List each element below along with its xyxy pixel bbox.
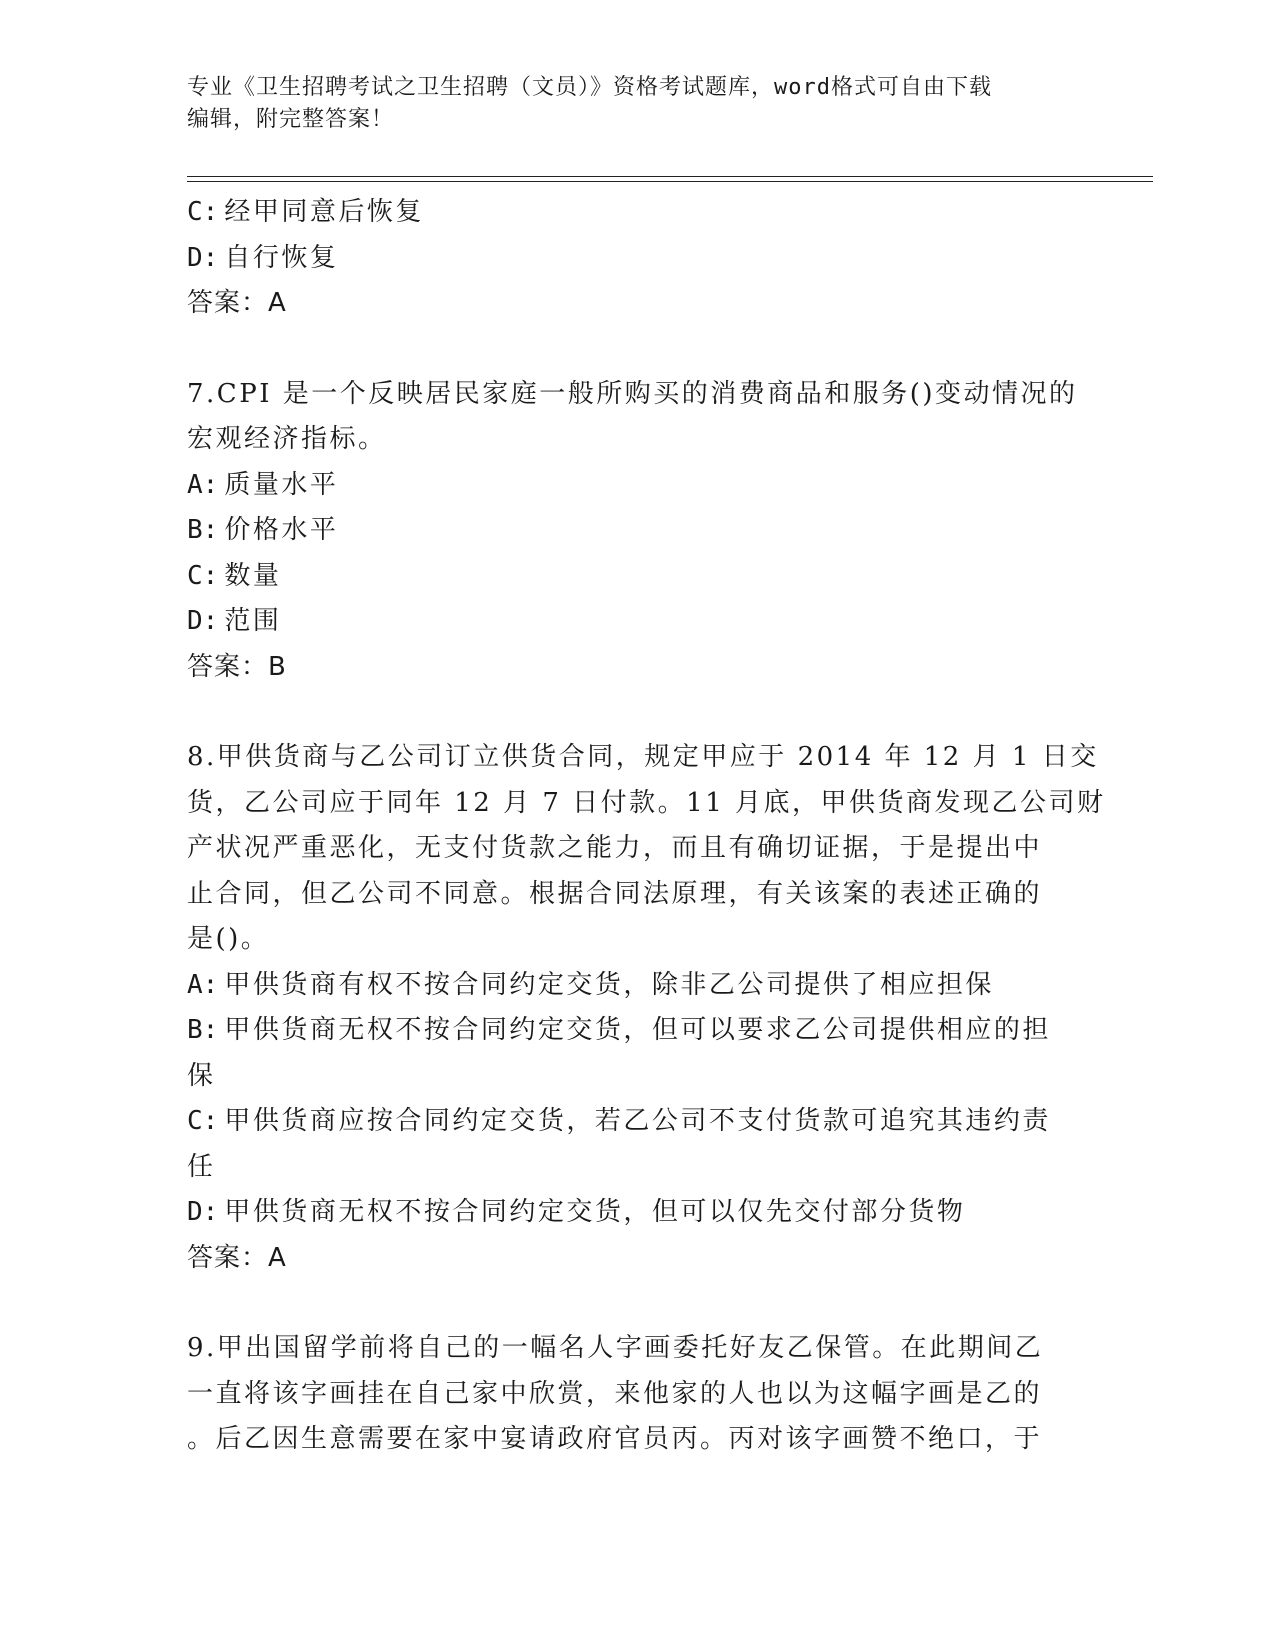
question-7 bbox=[187, 372, 1087, 691]
question-text-line: 是()。 bbox=[187, 924, 270, 954]
question-text-line: 货，乙公司应于同年 12 月 7 日付款。11 月底，甲供货商发现乙公司财 bbox=[187, 787, 1106, 818]
header-divider-top bbox=[187, 176, 1153, 177]
option-c: C: 经甲同意后恢复 bbox=[187, 197, 424, 227]
question-text-line: 产状况严重恶化，无支付货款之能力，而且有确切证据，于是提出中 bbox=[187, 833, 1043, 863]
answer-line: 答案：B bbox=[187, 651, 287, 682]
answer-line: 答案：A bbox=[187, 1242, 287, 1273]
option-b: B: 价格水平 bbox=[187, 515, 339, 545]
option-b: B: 甲供货商无权不按合同约定交货，但可以要求乙公司提供相应的担 bbox=[187, 1015, 1051, 1045]
header-divider-bottom bbox=[187, 181, 1153, 182]
option-d: D: 甲供货商无权不按合同约定交货，但可以仅先交付部分货物 bbox=[187, 1197, 966, 1227]
option-a: A: 质量水平 bbox=[187, 469, 339, 500]
answer-line: 答案：A bbox=[187, 288, 287, 318]
question-9 bbox=[187, 1326, 1087, 1463]
option-a: A: 甲供货商有权不按合同约定交货，除非乙公司提供了相应担保 bbox=[187, 969, 994, 1000]
option-b-continuation: 保 bbox=[187, 1060, 216, 1091]
header-line-2: 编辑，附完整答案！ bbox=[187, 107, 395, 132]
question-text-line: 。后乙因生意需要在家中宴请政府官员丙。丙对该字画赞不绝口，于 bbox=[187, 1424, 1043, 1454]
question-text-line: 9.甲出国留学前将自己的一幅名人字画委托好友乙保管。在此期间乙 bbox=[187, 1333, 1044, 1363]
question-6-tail bbox=[187, 190, 1087, 327]
option-d: D: 范围 bbox=[187, 606, 282, 636]
question-text-line: 一直将该字画挂在自己家中欣赏，来他家的人也以为这幅字画是乙的 bbox=[187, 1378, 1043, 1409]
question-text-line: 8.甲供货商与乙公司订立供货合同，规定甲应于 2014 年 12 月 1 日交 bbox=[187, 742, 1099, 772]
question-text-line: 7.CPI 是一个反映居民家庭一般所购买的消费商品和服务()变动情况的 bbox=[187, 378, 1078, 409]
header-line-1: 专业《卫生招聘考试之卫生招聘（文员）》资格考试题库，word格式可自由下载 bbox=[187, 75, 992, 100]
option-c: C: 数量 bbox=[187, 560, 282, 591]
page-header bbox=[187, 72, 1087, 136]
option-d: D: 自行恢复 bbox=[187, 242, 339, 273]
question-text-line: 宏观经济指标。 bbox=[187, 424, 387, 454]
question-text-line: 止合同，但乙公司不同意。根据合同法原理，有关该案的表述正确的 bbox=[187, 878, 1043, 909]
option-c-continuation: 任 bbox=[187, 1151, 216, 1182]
option-c: C: 甲供货商应按合同约定交货，若乙公司不支付货款可追究其违约责 bbox=[187, 1106, 1051, 1136]
document-body bbox=[187, 190, 1106, 1463]
question-8 bbox=[187, 735, 1106, 1281]
